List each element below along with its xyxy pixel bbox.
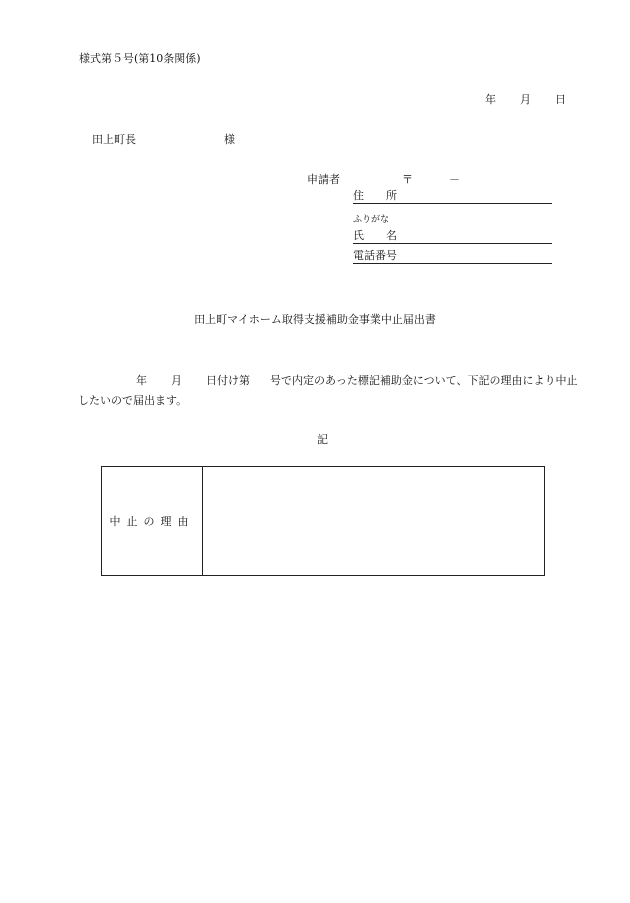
date-day: 日 (555, 93, 566, 106)
reason-label-cell (102, 467, 203, 575)
reason-value-cell[interactable] (203, 467, 544, 575)
addressee-name: 田上町長 (92, 133, 136, 146)
postal-dash: － (449, 173, 460, 186)
phone-field[interactable] (353, 249, 552, 264)
name-label: 氏 名 (353, 229, 397, 242)
postal-mark: 〒 (402, 173, 413, 186)
document-title: 田上町マイホーム取得支援補助金事業中止届出書 (194, 313, 436, 326)
date-year: 年 (485, 93, 496, 106)
body-sentence: 号で内定のあった標記補助金について、下記の理由により中止したいので届出ます。 (78, 374, 578, 407)
applicant-label: 申請者 (307, 173, 340, 186)
body-month: 月 (171, 374, 182, 387)
furigana-label: ふりがな (353, 215, 390, 225)
reason-table (101, 466, 545, 576)
body-day-number: 日付け第 (206, 374, 250, 387)
address-field[interactable] (353, 189, 552, 204)
name-field[interactable] (353, 229, 552, 244)
form-number: 様式第５号(第10条関係) (79, 52, 201, 65)
body-year: 年 (136, 374, 147, 387)
ki-heading: 記 (317, 433, 328, 446)
phone-label: 電話番号 (353, 249, 397, 262)
reason-label: 中止の理由 (109, 515, 195, 528)
body-text (78, 371, 578, 411)
addressee-honorific: 様 (224, 133, 235, 146)
address-label: 住 所 (353, 189, 397, 202)
date-month: 月 (520, 93, 531, 106)
date-line (485, 91, 566, 107)
addressee (92, 131, 235, 147)
